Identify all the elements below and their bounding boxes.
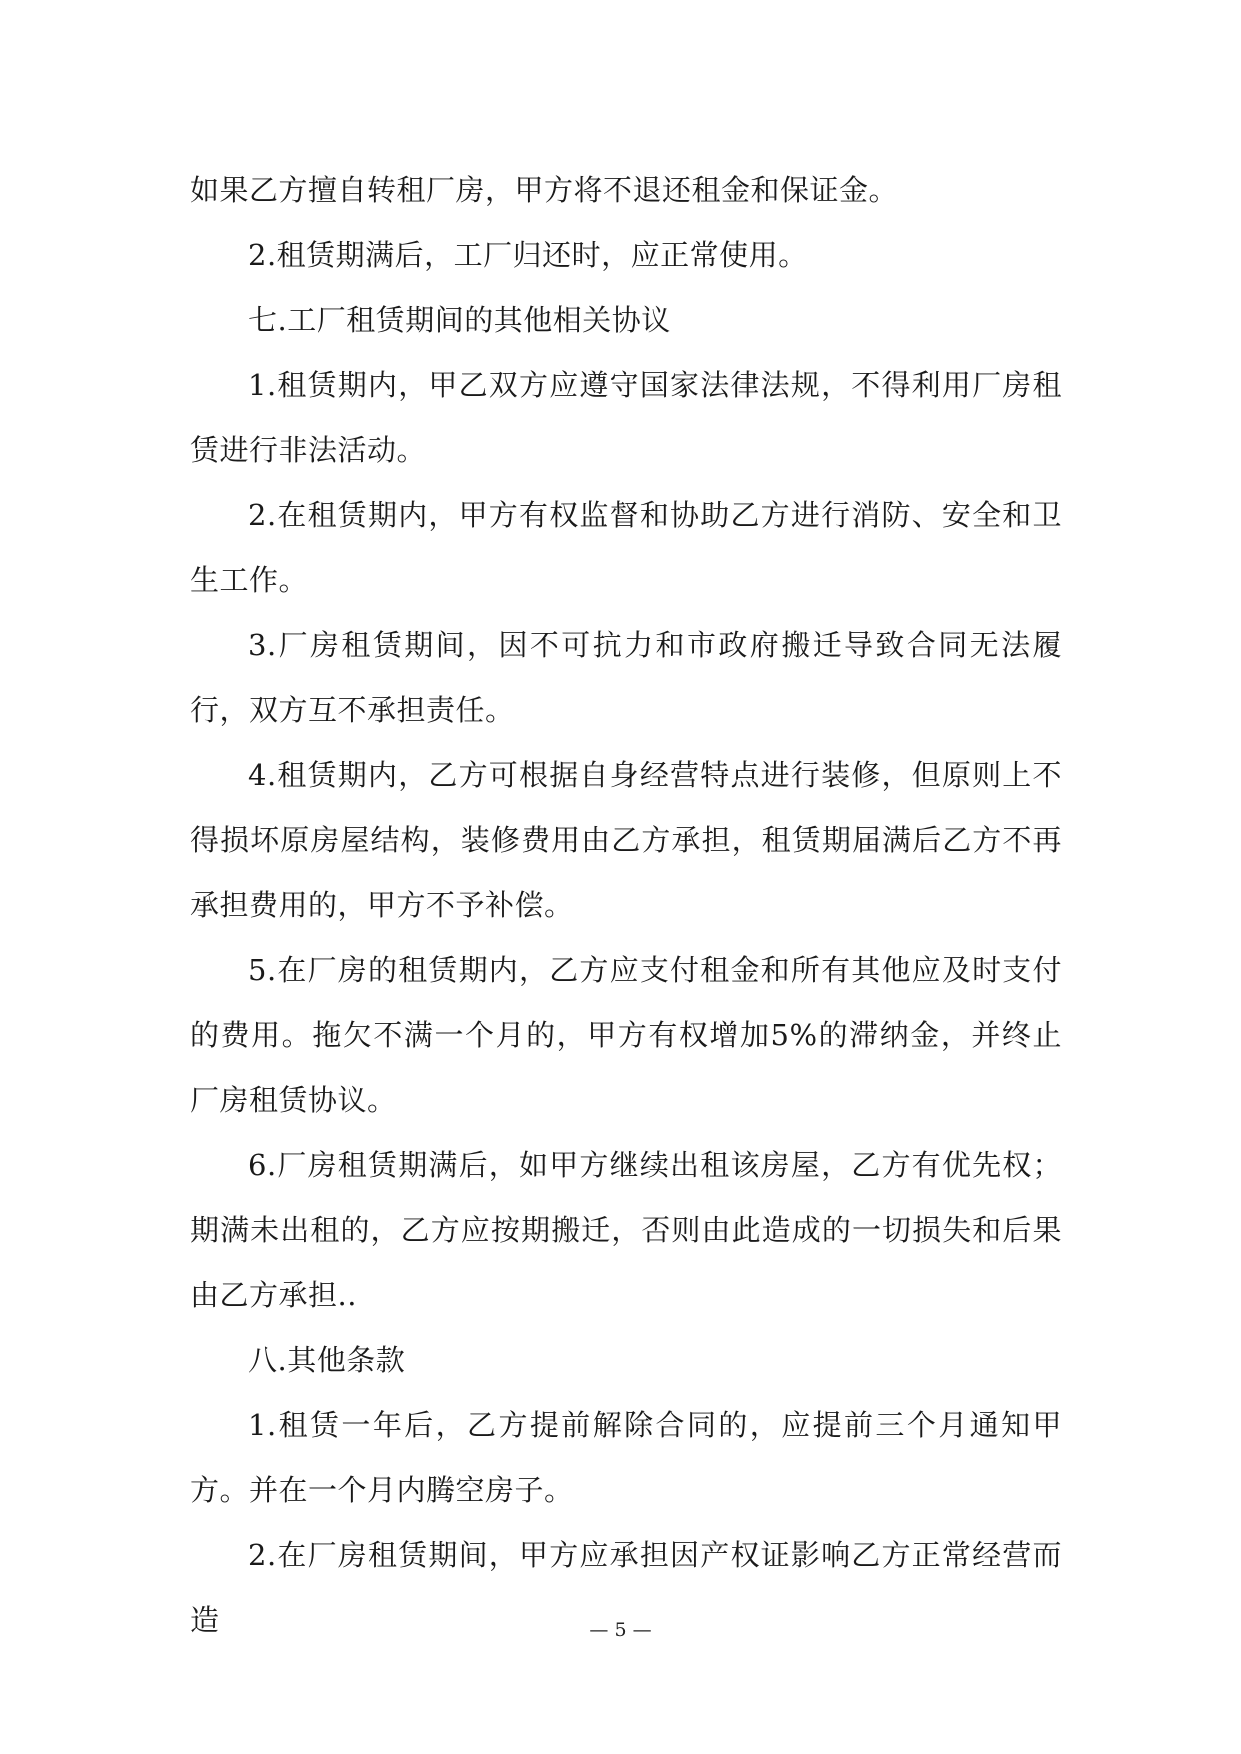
page-number: — 5 — — [589, 1619, 652, 1641]
paragraph-4: 1.租赁期内，甲乙双方应遵守国家法律法规，不得利用厂房租赁进行非法活动。 — [190, 368, 1062, 467]
section-heading-7: 七.工厂租赁期间的其他相关协议 — [248, 303, 671, 337]
paragraph-2: 2.租赁期满后，工厂归还时，应正常使用。 — [248, 238, 808, 272]
section-heading-8: 八.其他条款 — [248, 1343, 406, 1377]
paragraph-7: 4.租赁期内，乙方可根据自身经营特点进行装修，但原则上不得损坏原房屋结构，装修费用由乙方承担，租赁期届满后乙方不再承担费用的，甲方不予补偿。 — [190, 758, 1062, 922]
paragraph-6: 3.厂房租赁期间，因不可抗力和市政府搬迁导致合同无法履行，双方互不承担责任。 — [190, 628, 1062, 727]
document-body — [190, 158, 1062, 1653]
paragraph-12: 2.在厂房租赁期间，甲方应承担因产权证影响乙方正常经营而造 — [190, 1538, 1062, 1637]
paragraph-1: 如果乙方擅自转租厂房，甲方将不退还租金和保证金。 — [190, 173, 899, 207]
paragraph-8: 5.在厂房的租赁期内，乙方应支付租金和所有其他应及时支付的费用。拖欠不满一个月的，甲方有权增加5%的滞纳金，并终止厂房租赁协议。 — [190, 953, 1062, 1117]
paragraph-9: 6.厂房租赁期满后，如甲方继续出租该房屋，乙方有优先权；期满未出租的，乙方应按期搬迁，否则由此造成的一切损失和后果由乙方承担.. — [190, 1148, 1062, 1312]
paragraph-11: 1.租赁一年后，乙方提前解除合同的，应提前三个月通知甲方。并在一个月内腾空房子。 — [190, 1408, 1062, 1507]
paragraph-5: 2.在租赁期内，甲方有权监督和协助乙方进行消防、安全和卫生工作。 — [190, 498, 1062, 597]
